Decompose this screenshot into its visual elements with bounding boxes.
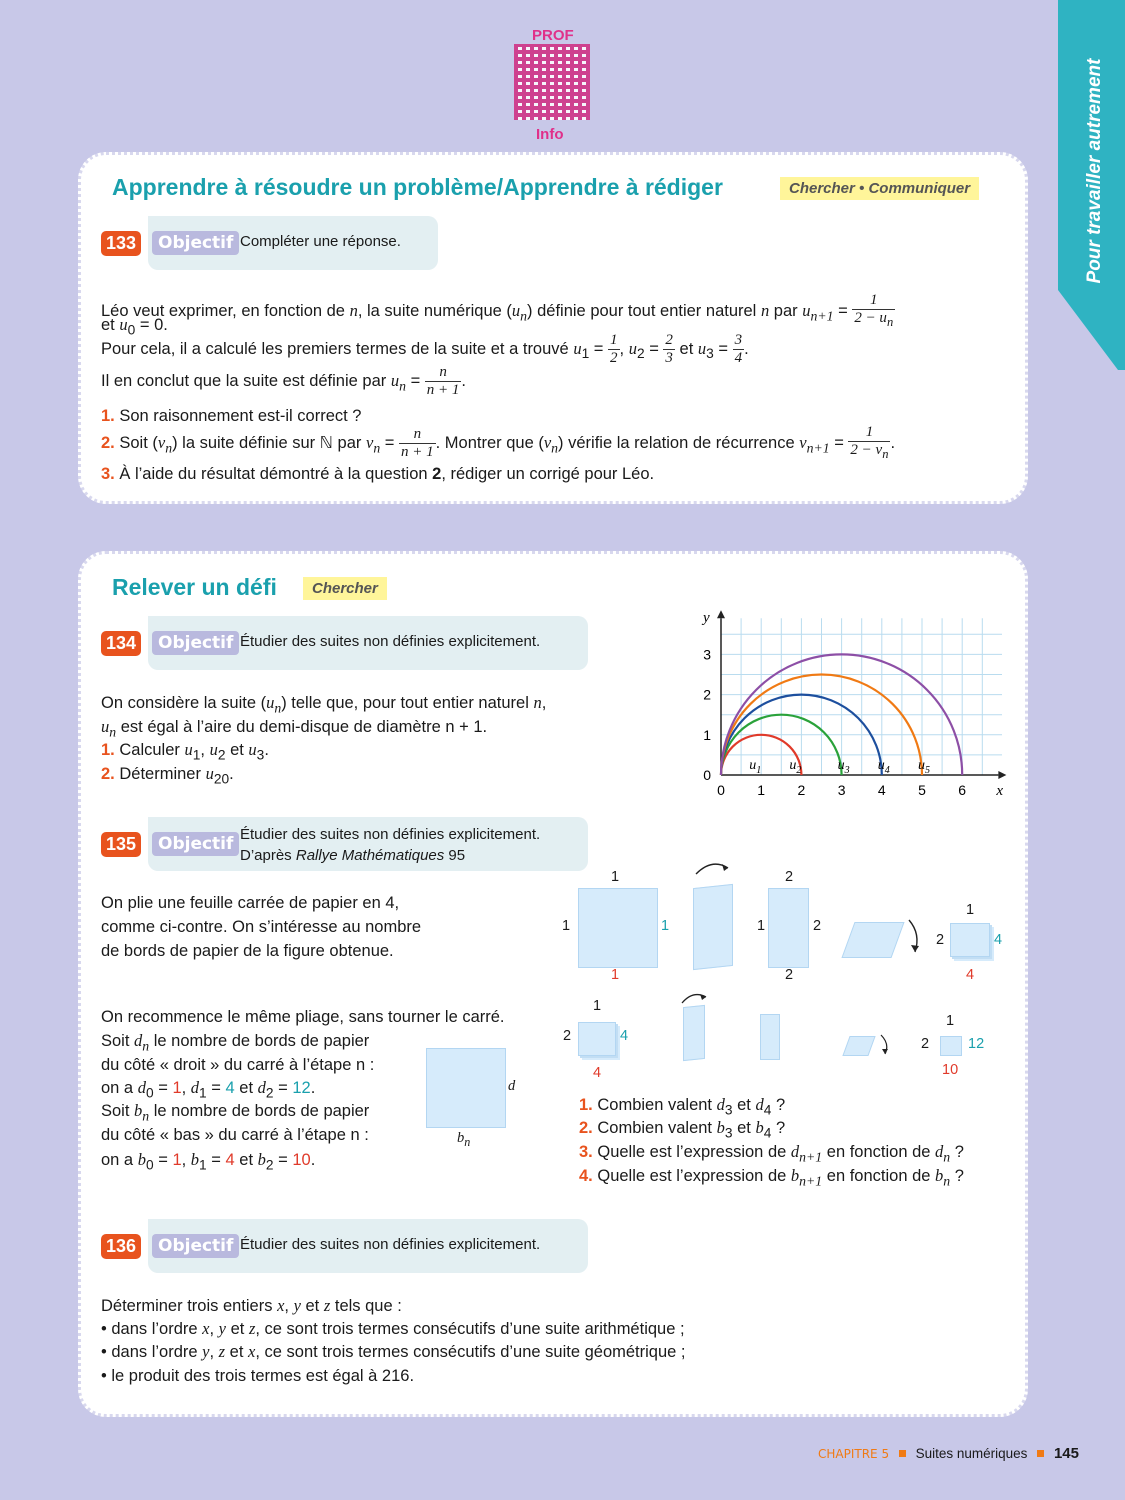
- fold-step-2: [693, 884, 733, 970]
- fold-label: 1: [593, 998, 602, 1014]
- x-tick-label: 6: [958, 782, 967, 798]
- side-tab-label: Pour travailler autrement: [1084, 58, 1105, 284]
- section-tag-2: Chercher: [303, 577, 387, 600]
- objective-source: D’après Rallye Mathématiques 95: [240, 847, 466, 864]
- series-label-u5: $u_5$: [918, 758, 930, 776]
- exercise-number: 135: [101, 832, 141, 857]
- footer-square-icon: [1037, 1450, 1044, 1457]
- e133-q1: 1. Son raisonnement est-il correct ?: [101, 407, 362, 425]
- fold-arrow-icon: [680, 990, 710, 1006]
- objective-label: Objectif: [152, 1234, 239, 1258]
- e134-line1: On considère la suite $(u_n)$ telle que, pour tout entier naturel n,: [101, 693, 547, 716]
- fold-step-1: [578, 888, 658, 968]
- fold-label: 4: [966, 967, 975, 983]
- fold-label: 2: [921, 1036, 930, 1052]
- fold-label: 1: [562, 918, 571, 934]
- x-tick-label: 5: [918, 782, 926, 798]
- e135-p2: comme ci-contre. On s’intéresse au nombre: [101, 918, 422, 936]
- x-tick-label: 0: [717, 782, 725, 798]
- e135-q2: 2. Combien valent $b_3$ et $b_4$ ?: [579, 1118, 786, 1141]
- section-tag-1: Chercher • Communiquer: [780, 177, 979, 200]
- square-d-label: d: [508, 1078, 516, 1094]
- y-tick-label: 2: [703, 686, 711, 703]
- fold-label: 1: [661, 918, 670, 934]
- objective-box: [148, 616, 588, 670]
- footer-title: Suites numériques: [915, 1446, 1028, 1461]
- e133-line2: et $u_0 = 0$.: [101, 315, 168, 338]
- objective-label: Objectif: [152, 832, 239, 856]
- e135-p10: on a $b_0 = 1$, $b_1 = 4$ et $b_2 = 10$.: [101, 1150, 316, 1173]
- fold-label: 1: [611, 967, 620, 983]
- objective-text: Compléter une réponse.: [240, 233, 401, 250]
- footer-chapter: CHAPITRE 5: [818, 1447, 890, 1461]
- e135-q3: 3. Quelle est l’expression de $d_{n+1}$ en fonction de $d_n$ ?: [579, 1142, 964, 1165]
- e133-line4: Il en conclut que la suite est définie par $u_n$ = $\frac{n}{n + 1}$ .: [101, 364, 467, 398]
- fold-arrow-icon: [694, 858, 734, 878]
- fold-label: 2: [936, 932, 945, 948]
- x-axis-label: x: [996, 783, 1004, 799]
- series-label-sub: 3: [844, 765, 850, 776]
- qr-code[interactable]: [514, 44, 590, 120]
- y-tick-label: 3: [703, 646, 711, 663]
- series-label-sub: 5: [925, 765, 930, 776]
- fold-step-10: [940, 1036, 962, 1056]
- e133-q3: 3. À l’aide du résultat démontré à la question 2, rédiger un corrigé pour Léo.: [101, 465, 655, 483]
- fold-label: 12: [968, 1036, 985, 1052]
- e133-line1: Léo veut exprimer, en fonction de n, la suite numérique $(u_n)$ définie pour tout entier naturel n par $u_{n+1}$ = $\frac{1}{2 - u_n}$: [101, 292, 894, 329]
- fold-label: 4: [593, 1065, 602, 1081]
- fold-label: 2: [785, 869, 794, 885]
- x-tick-label: 1: [757, 782, 766, 798]
- e135-p1: On plie une feuille carrée de papier en 4,: [101, 894, 400, 912]
- y-tick-label: 1: [703, 726, 711, 743]
- series-label-u1: $u_1$: [749, 758, 762, 776]
- series-label-u3: $u_3$: [837, 758, 850, 776]
- e135-p6: du côté « droit » du carré à l’étape n :: [101, 1056, 375, 1074]
- series-label-sub: 2: [796, 765, 802, 776]
- e134-q2: 2. Déterminer $u_{20}$.: [101, 764, 234, 787]
- qr-label-bottom: Info: [536, 126, 564, 143]
- square-b-label: $b_n$: [457, 1130, 471, 1149]
- fold-arrow-icon: [878, 1034, 894, 1058]
- square-figure: [426, 1048, 506, 1128]
- x-tick-label: 4: [877, 782, 886, 798]
- objective-box: [148, 817, 588, 871]
- fold-step-6: [578, 1022, 616, 1056]
- fold-step-8: [760, 1014, 780, 1060]
- fold-label: 2: [563, 1028, 572, 1044]
- e135-p9: du côté « bas » du carré à l’étape n :: [101, 1126, 369, 1144]
- fold-label: 4: [620, 1028, 629, 1044]
- series-label-u2: $u_2$: [789, 758, 802, 776]
- y-tick-label: 0: [703, 767, 711, 783]
- series-label-u4: $u_4$: [877, 758, 890, 776]
- e134-q1: 1. Calculer $u_1$, $u_2$ et $u_3$.: [101, 740, 269, 763]
- e135-q4: 4. Quelle est l’expression de $b_{n+1}$ en fonction de $b_n$ ?: [579, 1166, 964, 1189]
- fold-step-5: [950, 923, 990, 957]
- section-title-1: Apprendre à résoudre un problème/Apprendre à rédiger: [112, 174, 723, 200]
- e136-line3: • dans l’ordre y, z et x, ce sont trois termes consécutifs d’une suite géométrique ;: [101, 1342, 686, 1361]
- exercise-number: 136: [101, 1234, 141, 1259]
- e134-line2: $u_n$ est égal à l’aire du demi-disque de diamètre n + 1.: [101, 717, 488, 740]
- fold-label: 2: [785, 967, 794, 983]
- fold-label: 10: [942, 1062, 959, 1078]
- objective-box: [148, 216, 438, 270]
- exercise-number: 133: [101, 231, 141, 256]
- e135-p5: Soit $d_n$ le nombre de bords de papier: [101, 1031, 370, 1054]
- qr-label-top: PROF: [532, 27, 574, 44]
- exercise-number: 134: [101, 631, 141, 656]
- fold-label: 1: [946, 1013, 955, 1029]
- e135-p8: Soit $b_n$ le nombre de bords de papier: [101, 1101, 370, 1124]
- x-tick-label: 3: [837, 782, 846, 798]
- objective-text: Étudier des suites non définies explicitement.: [240, 633, 541, 650]
- objective-text: Étudier des suites non définies explicitement.: [240, 1236, 541, 1253]
- fold-step-7: [683, 1005, 705, 1061]
- footer-square-icon: [899, 1450, 906, 1457]
- page-number: 145: [1053, 1445, 1079, 1462]
- series-label-sub: 4: [884, 765, 890, 776]
- e133-line3: Pour cela, il a calculé les premiers termes de la suite et a trouvé $u_1$ = $\frac{1}{2}$ , $u_2$ = $\frac{2}{3}$ et $u_3$ = $\frac{3}{4}$ .: [101, 332, 749, 366]
- fold-step-3: [768, 888, 809, 968]
- side-tab: [1058, 0, 1125, 370]
- e136-line4: • le produit des trois termes est égal à 216.: [101, 1367, 415, 1385]
- e135-p7: on a $d_0 = 1$, $d_1 = 4$ et $d_2 = 12$.: [101, 1078, 316, 1101]
- x-axis-arrow: [998, 771, 1006, 779]
- fold-label: 4: [994, 932, 1003, 948]
- y-axis-arrow: [717, 610, 725, 618]
- e136-line2: • dans l’ordre x, y et z, ce sont trois termes consécutifs d’une suite arithmétique ;: [101, 1319, 685, 1338]
- e135-q1: 1. Combien valent $d_3$ et $d_4$ ?: [579, 1095, 786, 1118]
- objective-box: [148, 1219, 588, 1273]
- series-label-sub: 1: [756, 765, 762, 776]
- objective-label: Objectif: [152, 631, 239, 655]
- fold-label: 1: [966, 902, 975, 918]
- e135-p3: de bords de papier de la figure obtenue.: [101, 942, 394, 960]
- fold-label: 1: [611, 869, 620, 885]
- y-axis-label: y: [703, 610, 710, 627]
- fold-label: 1: [757, 918, 766, 934]
- footer: [818, 1445, 1079, 1462]
- fold-arrow-icon: [905, 918, 925, 958]
- section-title-2: Relever un défi: [112, 574, 277, 600]
- objective-text: Étudier des suites non définies explicitement.: [240, 826, 541, 843]
- x-tick-label: 2: [797, 782, 806, 798]
- e136-line1: Déterminer trois entiers x, y et z tels que :: [101, 1296, 402, 1315]
- objective-label: Objectif: [152, 231, 239, 255]
- fold-label: 2: [813, 918, 822, 934]
- semicircle-chart: [690, 605, 1010, 805]
- e135-p4: On recommence le même pliage, sans tourner le carré.: [101, 1008, 505, 1026]
- e133-q2: 2. Soit $(v_n)$ la suite définie sur ℕ par $v_n$ = $\frac{n}{n + 1}$ . Montrer que $(v_n)$ vérifie la relation de récurrence $v_{n+1}$ = $\frac{1}{2 - v_n}$ .: [101, 424, 896, 461]
